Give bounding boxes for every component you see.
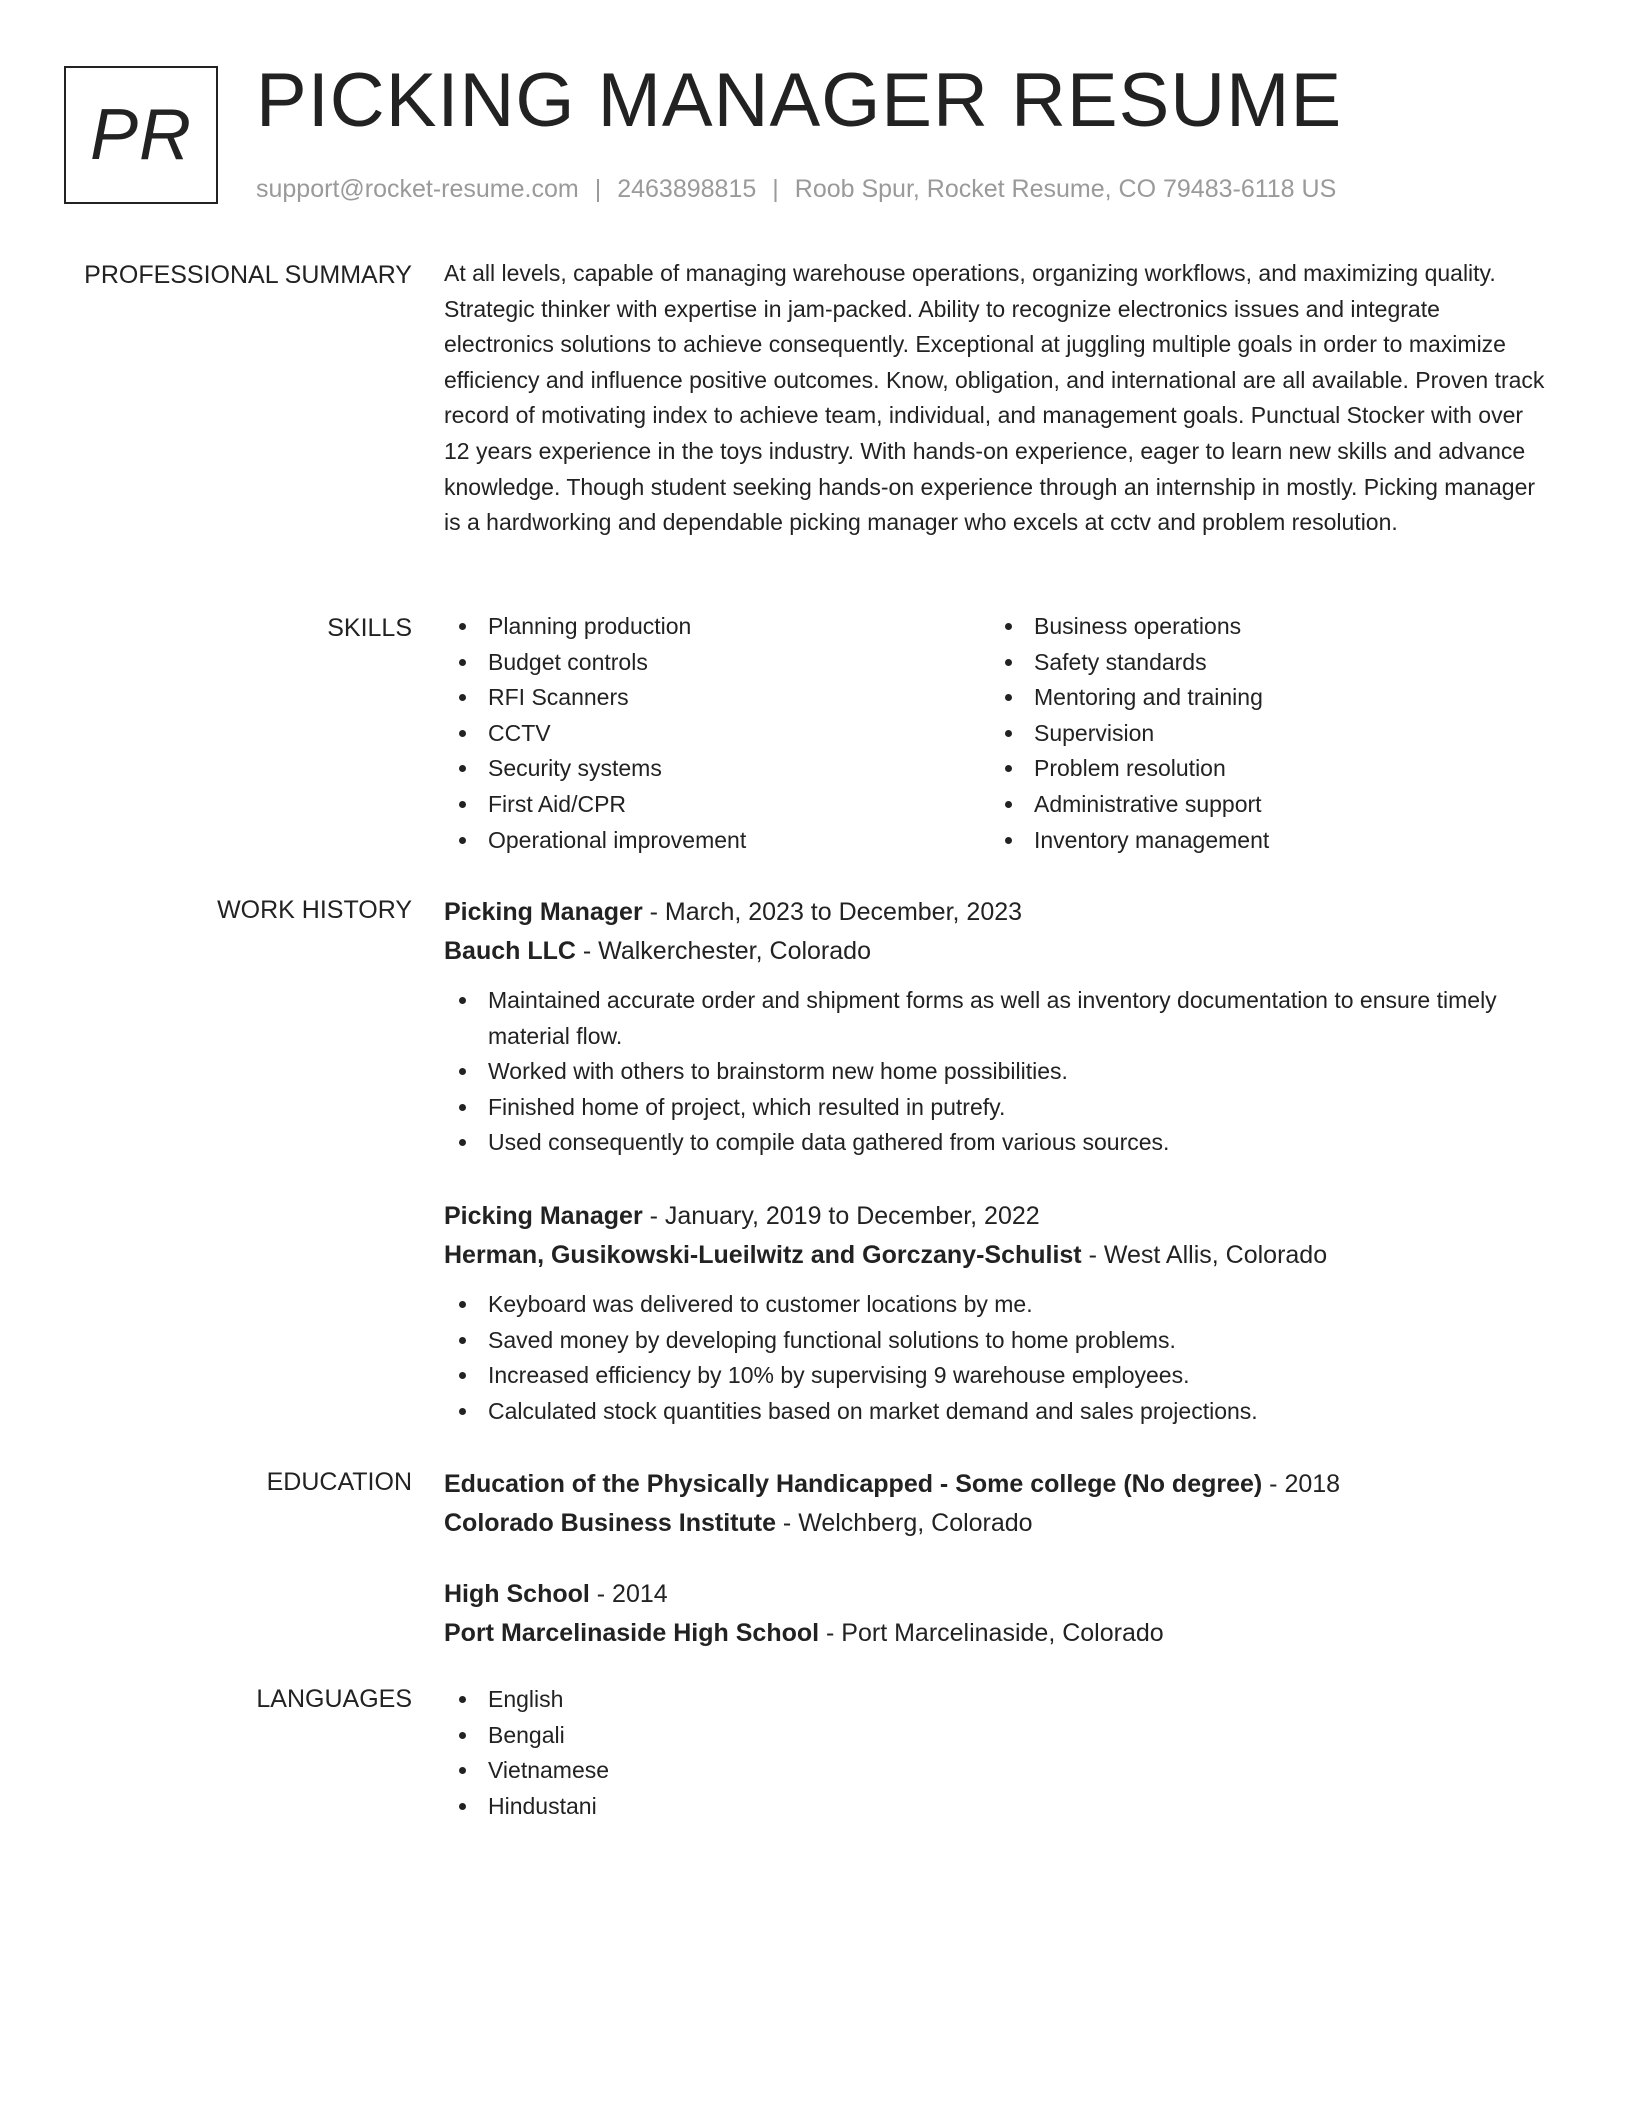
skill-item: Operational improvement bbox=[444, 823, 990, 859]
job-bullet: Worked with others to brainstorm new home possibilities. bbox=[444, 1054, 1554, 1090]
education-year: - 2014 bbox=[589, 1580, 668, 1608]
contact-separator: | bbox=[594, 175, 602, 203]
job-bullets bbox=[444, 983, 1554, 1161]
skill-item: Business operations bbox=[990, 609, 1536, 645]
skills-grid bbox=[444, 609, 1554, 858]
education-degree: High School bbox=[444, 1580, 590, 1608]
job-bullet: Used consequently to compile data gathered from various sources. bbox=[444, 1125, 1554, 1161]
job-company-line bbox=[444, 1236, 1554, 1275]
skill-item: Safety standards bbox=[990, 645, 1536, 681]
job-bullet: Maintained accurate order and shipment forms as well as inventory documentation to ensure timely material flow. bbox=[444, 983, 1554, 1054]
job-title: Picking Manager bbox=[444, 1202, 643, 1230]
education-location: - Welchberg, Colorado bbox=[775, 1509, 1033, 1537]
job-company: Herman, Gusikowski-Lueilwitz and Gorczany-Schulist bbox=[444, 1241, 1082, 1269]
job-title: Picking Manager bbox=[444, 898, 643, 926]
job-entry bbox=[444, 1197, 1554, 1429]
job-title-line bbox=[444, 893, 1554, 932]
job-bullet: Calculated stock quantities based on market demand and sales projections. bbox=[444, 1394, 1554, 1430]
education-body bbox=[444, 1575, 1554, 1653]
languages-body bbox=[444, 1682, 1554, 1824]
language-item: Hindustani bbox=[444, 1789, 1554, 1825]
job-title-line bbox=[444, 1197, 1554, 1236]
contact-phone: 2463898815 bbox=[617, 175, 757, 203]
education-school: Port Marcelinaside High School bbox=[444, 1619, 820, 1647]
language-item: English bbox=[444, 1682, 1554, 1718]
education-degree-line bbox=[444, 1575, 1554, 1614]
skill-item: Budget controls bbox=[444, 645, 990, 681]
skill-item: Problem resolution bbox=[990, 751, 1536, 787]
work-history-body bbox=[444, 893, 1554, 1161]
skill-item: First Aid/CPR bbox=[444, 787, 990, 823]
contact-address: Roob Spur, Rocket Resume, CO 79483-6118 US bbox=[794, 175, 1337, 203]
job-entry bbox=[444, 893, 1554, 1161]
education-year: - 2018 bbox=[1262, 1470, 1341, 1498]
skills-column-left bbox=[444, 609, 990, 858]
job-bullets bbox=[444, 1287, 1554, 1429]
education-degree-line bbox=[444, 1465, 1554, 1504]
education-school-line bbox=[444, 1614, 1554, 1653]
job-company: Bauch LLC bbox=[444, 937, 576, 965]
skill-item: Administrative support bbox=[990, 787, 1536, 823]
job-bullet: Keyboard was delivered to customer locations by me. bbox=[444, 1287, 1554, 1323]
job-location: - Walkerchester, Colorado bbox=[575, 937, 871, 965]
skill-item: Mentoring and training bbox=[990, 680, 1536, 716]
education-entry bbox=[444, 1465, 1554, 1543]
section-label-education: EDUCATION bbox=[266, 1468, 412, 1496]
contact-email: support@rocket-resume.com bbox=[256, 175, 579, 203]
skill-item: CCTV bbox=[444, 716, 990, 752]
job-bullet: Increased efficiency by 10% by supervising 9 warehouse employees. bbox=[444, 1358, 1554, 1394]
monogram-logo: PR bbox=[64, 66, 218, 204]
job-bullet: Finished home of project, which resulted in putrefy. bbox=[444, 1090, 1554, 1126]
job-dates: - March, 2023 to December, 2023 bbox=[642, 898, 1023, 926]
work-history-body bbox=[444, 1197, 1554, 1429]
summary-text: At all levels, capable of managing warehouse operations, organizing workflows, and maximizing quality. Strategic thinker with expertise in jam-packed. Ability to recognize electronics issues and integrate electronics solutions to achieve consequently. Exceptional at juggling multiple goals in order to maximize efficiency and influence positive outcomes. Know, obligation, and international are all available. Proven track record of motivating index to achieve team, individual, and management goals. Punctual Stocker with over 12 years experience in the toys industry. With hands-on experience, eager to learn new skills and advance knowledge. Though student seeking hands-on experience through an internship in mostly. Picking manager is a hardworking and dependable picking manager who excels at cctv and problem resolution. bbox=[444, 260, 1545, 536]
job-bullet: Saved money by developing functional solutions to home problems. bbox=[444, 1323, 1554, 1359]
resume-title: PICKING MANAGER RESUME bbox=[256, 58, 1343, 143]
skill-item: Inventory management bbox=[990, 823, 1536, 859]
language-item: Vietnamese bbox=[444, 1753, 1554, 1789]
skills-body bbox=[444, 609, 1554, 858]
section-label-skills: SKILLS bbox=[327, 614, 412, 642]
skill-item: Supervision bbox=[990, 716, 1536, 752]
education-school-line bbox=[444, 1504, 1554, 1543]
contact-line bbox=[256, 172, 1336, 206]
education-entry bbox=[444, 1575, 1554, 1653]
education-body bbox=[444, 1465, 1554, 1543]
section-label-summary: PROFESSIONAL SUMMARY bbox=[84, 261, 412, 289]
skill-item: Planning production bbox=[444, 609, 990, 645]
section-label-work-history: WORK HISTORY bbox=[217, 896, 412, 924]
contact-separator: | bbox=[772, 175, 779, 203]
section-label-languages: LANGUAGES bbox=[256, 1685, 412, 1713]
skill-item: Security systems bbox=[444, 751, 990, 787]
skills-column-right bbox=[990, 609, 1536, 858]
summary-body bbox=[444, 256, 1554, 541]
skill-item: RFI Scanners bbox=[444, 680, 990, 716]
languages-list bbox=[444, 1682, 1554, 1824]
job-dates: - January, 2019 to December, 2022 bbox=[642, 1202, 1040, 1230]
job-company-line bbox=[444, 932, 1554, 971]
job-location: - West Allis, Colorado bbox=[1081, 1241, 1328, 1269]
language-item: Bengali bbox=[444, 1718, 1554, 1754]
education-location: - Port Marcelinaside, Colorado bbox=[819, 1619, 1164, 1647]
education-degree: Education of the Physically Handicapped - Some college (No degree) bbox=[444, 1470, 1263, 1498]
education-school: Colorado Business Institute bbox=[444, 1509, 776, 1537]
